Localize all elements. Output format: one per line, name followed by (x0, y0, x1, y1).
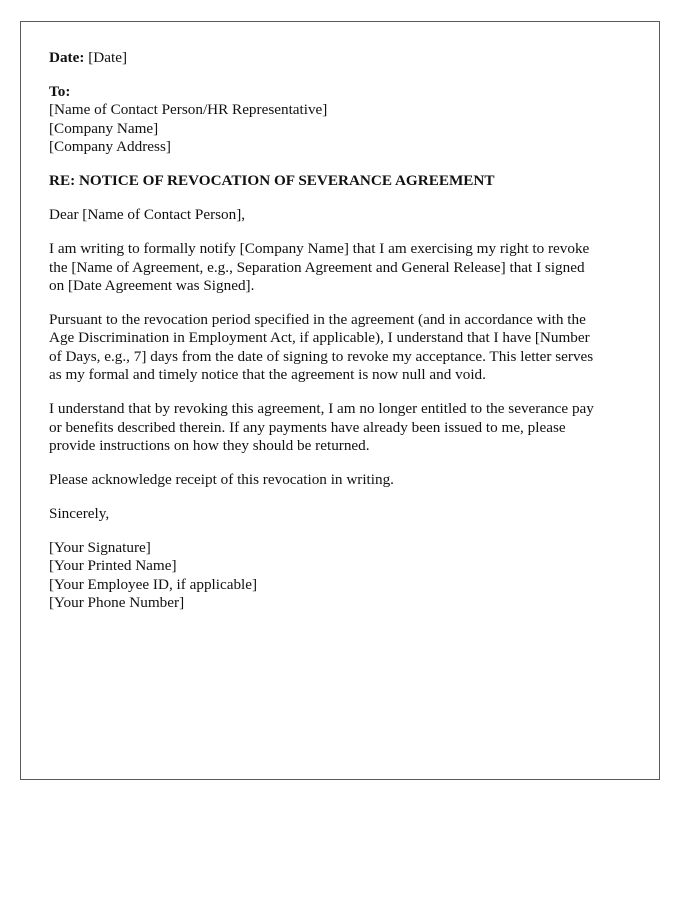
body-paragraph-3 (49, 400, 631, 455)
paragraph-line: I am writing to formally notify [Company Name] that I am exercising my right to revoke (49, 240, 590, 258)
date-value: [Date] (88, 49, 128, 66)
body-paragraph-1 (49, 240, 631, 295)
paragraph-line: I understand that by revoking this agreement, I am no longer entitled to the severance pay (49, 400, 594, 418)
signature-line: [Your Signature] (49, 539, 151, 557)
recipient-block (49, 83, 631, 157)
paragraph-line: the [Name of Agreement, e.g., Separation Agreement and General Release] that I signed (49, 258, 585, 276)
phone-number-line: [Your Phone Number] (49, 594, 185, 612)
paragraph-line: on [Date Agreement was Signed]. (49, 277, 255, 295)
paragraph-line: as my formal and timely notice that the agreement is now null and void. (49, 366, 486, 384)
body-paragraph-2 (49, 311, 631, 385)
recipient-company: [Company Name] (49, 119, 159, 137)
date-line (49, 49, 631, 67)
employee-id-line: [Your Employee ID, if applicable] (49, 575, 258, 593)
closing: Sincerely, (49, 505, 110, 523)
subject-line: RE: NOTICE OF REVOCATION OF SEVERANCE AGREEMENT (49, 172, 495, 190)
paragraph-line: or benefits described therein. If any payments have already been issued to me, please (49, 418, 566, 436)
letter-page (20, 21, 660, 780)
paragraph-line: Pursuant to the revocation period specified in the agreement (and in accordance with the (49, 311, 586, 329)
recipient-label: To: (49, 83, 71, 100)
printed-name-line: [Your Printed Name] (49, 557, 177, 575)
date-label: Date: (49, 49, 85, 66)
recipient-name: [Name of Contact Person/HR Representative] (49, 101, 328, 119)
paragraph-line: provide instructions on how they should be returned. (49, 437, 370, 455)
salutation: Dear [Name of Contact Person], (49, 206, 246, 224)
recipient-address: [Company Address] (49, 138, 171, 156)
signature-block (49, 539, 631, 613)
paragraph-line: of Days, e.g., 7] days from the date of signing to revoke my acceptance. This letter serves (49, 347, 594, 365)
body-paragraph-4: Please acknowledge receipt of this revocation in writing. (49, 471, 394, 489)
paragraph-line: Age Discrimination in Employment Act, if applicable), I understand that I have [Number (49, 329, 590, 347)
